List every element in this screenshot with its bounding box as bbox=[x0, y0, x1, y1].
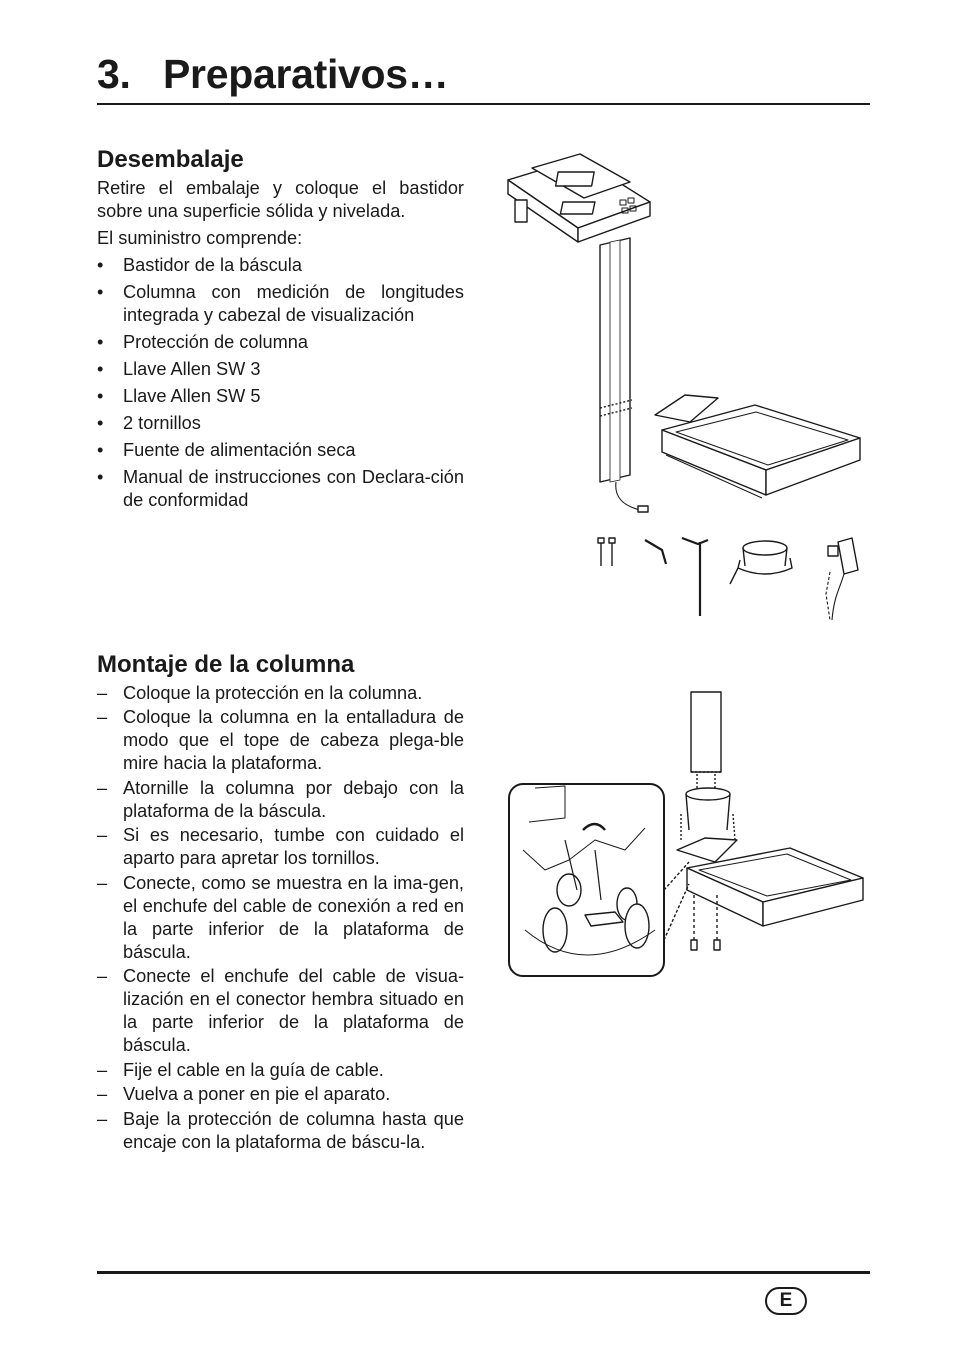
list-item: – Fije el cable en la guía de cable. bbox=[97, 1059, 384, 1080]
allen-key-sw5 bbox=[682, 538, 708, 616]
list-item: – Atornille la columna por debajo con la plataforma de la báscula. bbox=[97, 777, 464, 821]
supply-label: El suministro comprende: bbox=[97, 228, 303, 248]
chapter-title bbox=[97, 50, 870, 99]
list-item: • Manual de instrucciones con Declara-ción de conformidad bbox=[97, 467, 464, 510]
list-item: – Conecte, como se muestra en la ima-gen, el enchufe del cable de conexión a red en la parte inferior de la plataforma de báscula. bbox=[97, 872, 464, 962]
list-item: – Conecte el enchufe del cable de visua-lización en el conector hembra situado en la parte inferior de la plataforma de báscula. bbox=[97, 966, 464, 1055]
language-badge: E bbox=[765, 1287, 807, 1315]
accessories-illustration bbox=[590, 528, 870, 623]
list-item: • 2 tornillos bbox=[97, 413, 201, 433]
assembly-section bbox=[97, 650, 464, 1154]
scale-unpacked-illustration bbox=[500, 150, 870, 515]
footer-rule bbox=[97, 1271, 870, 1274]
header-rule bbox=[97, 103, 870, 105]
list-item: • Bastidor de la báscula bbox=[97, 255, 302, 275]
list-item: • Protección de columna bbox=[97, 332, 309, 352]
column-mounting-illustration bbox=[505, 690, 870, 980]
unpacking-heading: Desembalaje bbox=[97, 146, 244, 173]
list-item: • Llave Allen SW 3 bbox=[97, 359, 261, 379]
list-item: – Si es necesario, tumbe con cuidado el aparto para apretar los tornillos. bbox=[97, 825, 464, 868]
list-item: • Llave Allen SW 5 bbox=[97, 386, 261, 406]
list-item: • Fuente de alimentación seca bbox=[97, 440, 356, 460]
allen-key-sw3 bbox=[645, 540, 666, 564]
screws bbox=[598, 538, 615, 566]
list-item: • Columna con medición de longitudes integrada y cabezal de visualización bbox=[97, 282, 464, 325]
assembly-steps bbox=[97, 682, 464, 1154]
list-item: – Vuelva a poner en pie el aparato. bbox=[97, 1084, 391, 1104]
unpacking-section bbox=[97, 145, 464, 512]
chapter-number: 3. bbox=[97, 51, 131, 97]
list-item: – Baje la protección de columna hasta que encaje con la plataforma de báscu-la. bbox=[97, 1108, 464, 1152]
list-item: – Coloque la columna en la entalladura de modo que el tope de cabeza plega-ble mire hacia la plataforma. bbox=[97, 707, 464, 773]
power-supply bbox=[826, 538, 858, 620]
unpacking-intro: Retire el embalaje y coloque el bastidor sobre una superficie sólida y nivelada. bbox=[97, 178, 464, 221]
assembly-heading: Montaje de la columna bbox=[97, 651, 355, 678]
list-item: – Coloque la protección en la columna. bbox=[97, 682, 423, 703]
chapter-name: Preparativos… bbox=[163, 51, 449, 97]
supply-list bbox=[97, 254, 464, 512]
column-protection bbox=[730, 541, 792, 584]
